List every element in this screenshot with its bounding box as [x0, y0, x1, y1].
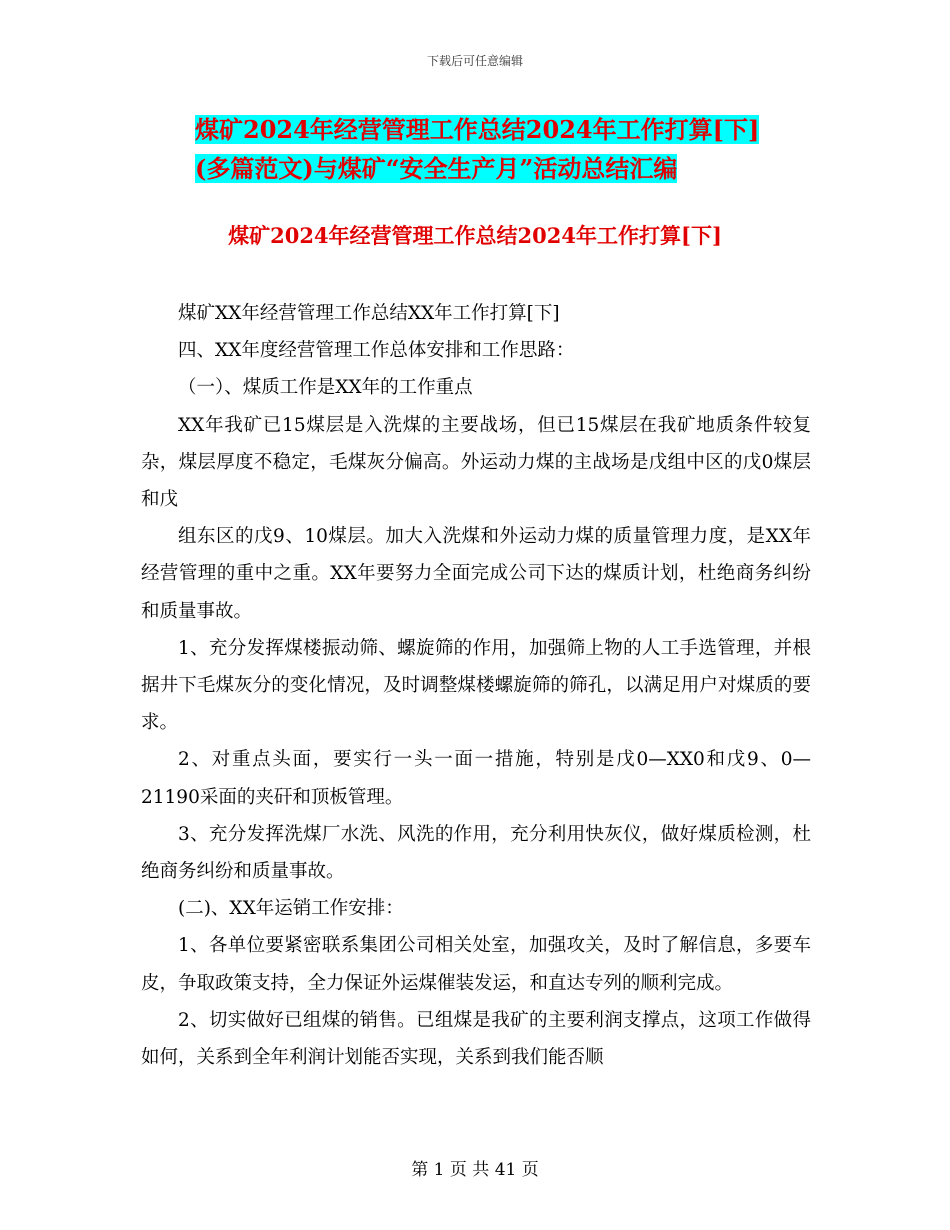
paragraph: 1、各单位要紧密联系集团公司相关处室，加强攻关，及时了解信息，多要车皮，争取政策支持，全力保证外运煤催装发运，和直达专列的顺利完成。 — [141, 935, 811, 994]
paragraph: 煤矿XX年经营管理工作总结XX年工作打算[下] — [178, 303, 560, 324]
document-title-line-1: 煤矿2024年经营管理工作总结2024年工作打算[下] — [195, 115, 760, 144]
section-title: 煤矿2024年经营管理工作总结2024年工作打算[下] — [228, 223, 722, 248]
document-body — [141, 295, 811, 1076]
document-title — [195, 110, 815, 188]
paragraph: 1、充分发挥煤楼振动筛、螺旋筛的作用，加强筛上物的人工手选管理，并根据井下毛煤灰分的变化情况，及时调整煤楼螺旋筛的筛孔，以满足用户对煤质的要求。 — [141, 637, 811, 734]
page-header-note: 下载后可任意编辑 — [426, 54, 523, 68]
paragraph: 2、切实做好已组煤的销售。已组煤是我矿的主要利润支撑点，这项工作做得如何，关系到全年利润计划能否实现，关系到我们能否顺 — [141, 1009, 811, 1069]
paragraph: (二)、XX年运销工作安排： — [178, 898, 404, 920]
paragraph: 四、XX年度经营管理工作总体安排和工作思路： — [178, 340, 575, 362]
paragraph: 2、对重点头面，要实行一头一面一措施，特别是戊0—XX0和戊9、0—21190采面的夹矸和顶板管理。 — [141, 749, 811, 808]
page-footer-number: 第 1 页 共 41 页 — [411, 1160, 539, 1180]
paragraph: 组东区的戊9、10煤层。加大入洗煤和外运动力煤的质量管理力度，是XX年经营管理的重中之重。XX年要努力全面完成公司下达的煤质计划，杜绝商务纠纷和质量事故。 — [141, 526, 811, 622]
document-title-line-2: (多篇范文)与煤矿“安全生产月”活动总结汇编 — [195, 154, 678, 183]
paragraph: （一）、煤质工作是XX年的工作重点 — [178, 377, 473, 399]
paragraph: 3、充分发挥洗煤厂水洗、风洗的作用，充分利用快灰仪，做好煤质检测，杜绝商务纠纷和质量事故。 — [141, 823, 811, 883]
paragraph: XX年我矿已15煤层是入洗煤的主要战场，但已15煤层在我矿地质条件较复杂，煤层厚度不稳定，毛煤灰分偏高。外运动力煤的主战场是戊组中区的戊0煤层和戊 — [141, 414, 811, 511]
